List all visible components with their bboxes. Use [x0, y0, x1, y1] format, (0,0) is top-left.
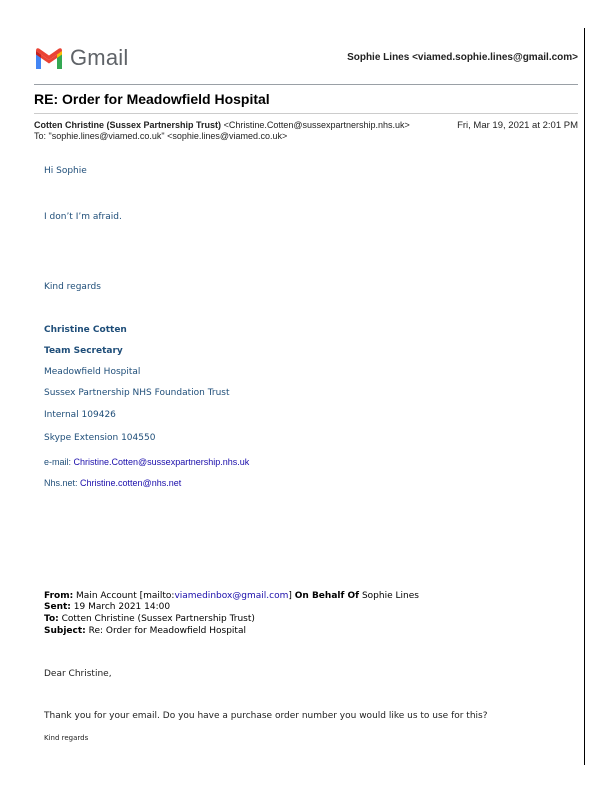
quoted-subject-label: Subject:: [44, 626, 86, 636]
header-divider: [34, 84, 578, 85]
gmail-header: [34, 44, 578, 74]
message-date: Fri, Mar 19, 2021 at 2:01 PM: [457, 120, 578, 131]
quoted-from-label: From:: [44, 591, 74, 601]
quoted-from-pre: Main Account [mailto:: [73, 591, 175, 601]
signature-nhs-line: [44, 478, 181, 488]
quoted-body: Thank you for your email. Do you have a purchase order number you would like us to use for this?: [44, 711, 488, 721]
signature-title: Team Secretary: [44, 346, 123, 356]
gmail-wordmark: Gmail: [70, 45, 129, 70]
quoted-greeting: Dear Christine,: [44, 669, 112, 679]
subject-divider: [34, 113, 578, 114]
quoted-behalf-value: Sophie Lines: [359, 591, 419, 601]
quoted-sent-line: [44, 602, 170, 612]
signature-nhs-link[interactable]: Christine.cotten@nhs.net: [80, 478, 182, 488]
account-identity: Sophie Lines <viamed.sophie.lines@gmail.com>: [347, 52, 578, 63]
gmail-m-icon: [34, 47, 64, 69]
signature-skype: Skype Extension 104550: [44, 433, 156, 443]
page-edge-rule: [584, 28, 585, 765]
quoted-to-label: To:: [44, 614, 59, 624]
quoted-closing: Kind regards: [44, 734, 89, 742]
signature-email-label: e-mail:: [44, 457, 74, 467]
sender-email: <Christine.Cotten@sussexpartnership.nhs.uk>: [223, 120, 410, 130]
quoted-subject-line: [44, 626, 246, 636]
reply-closing: Kind regards: [44, 282, 101, 292]
quoted-subject-value: Re: Order for Meadowfield Hospital: [85, 626, 246, 636]
quoted-from-line: [44, 591, 419, 601]
signature-email-line: [44, 457, 249, 467]
signature-name: Christine Cotten: [44, 325, 127, 335]
quoted-sent-label: Sent:: [44, 602, 71, 612]
message-subject: RE: Order for Meadowfield Hospital: [34, 91, 270, 107]
reply-body: I don’t I’m afraid.: [44, 212, 122, 222]
quoted-to-line: [44, 614, 255, 624]
sender-name: Cotten Christine (Sussex Partnership Trust): [34, 120, 222, 130]
quoted-behalf-label: On Behalf Of: [294, 591, 360, 601]
quoted-to-value: Cotten Christine (Sussex Partnership Trust): [58, 614, 255, 624]
signature-internal: Internal 109426: [44, 410, 116, 420]
signature-location: Meadowfield Hospital: [44, 367, 141, 377]
quoted-from-post: ]: [288, 591, 295, 601]
message-recipient: To: "sophie.lines@viamed.co.uk" <sophie.lines@viamed.co.uk>: [34, 131, 288, 141]
message-sender: [34, 120, 410, 130]
signature-organisation: Sussex Partnership NHS Foundation Trust: [44, 388, 230, 398]
reply-greeting: Hi Sophie: [44, 166, 87, 176]
quoted-sent-value: 19 March 2021 14:00: [70, 602, 171, 612]
gmail-logo[interactable]: [34, 44, 128, 72]
quoted-from-link[interactable]: viamedinbox@gmail.com: [174, 591, 289, 601]
signature-nhs-label: Nhs.net:: [44, 478, 81, 488]
signature-email-link[interactable]: Christine.Cotten@sussexpartnership.nhs.uk: [73, 457, 250, 467]
